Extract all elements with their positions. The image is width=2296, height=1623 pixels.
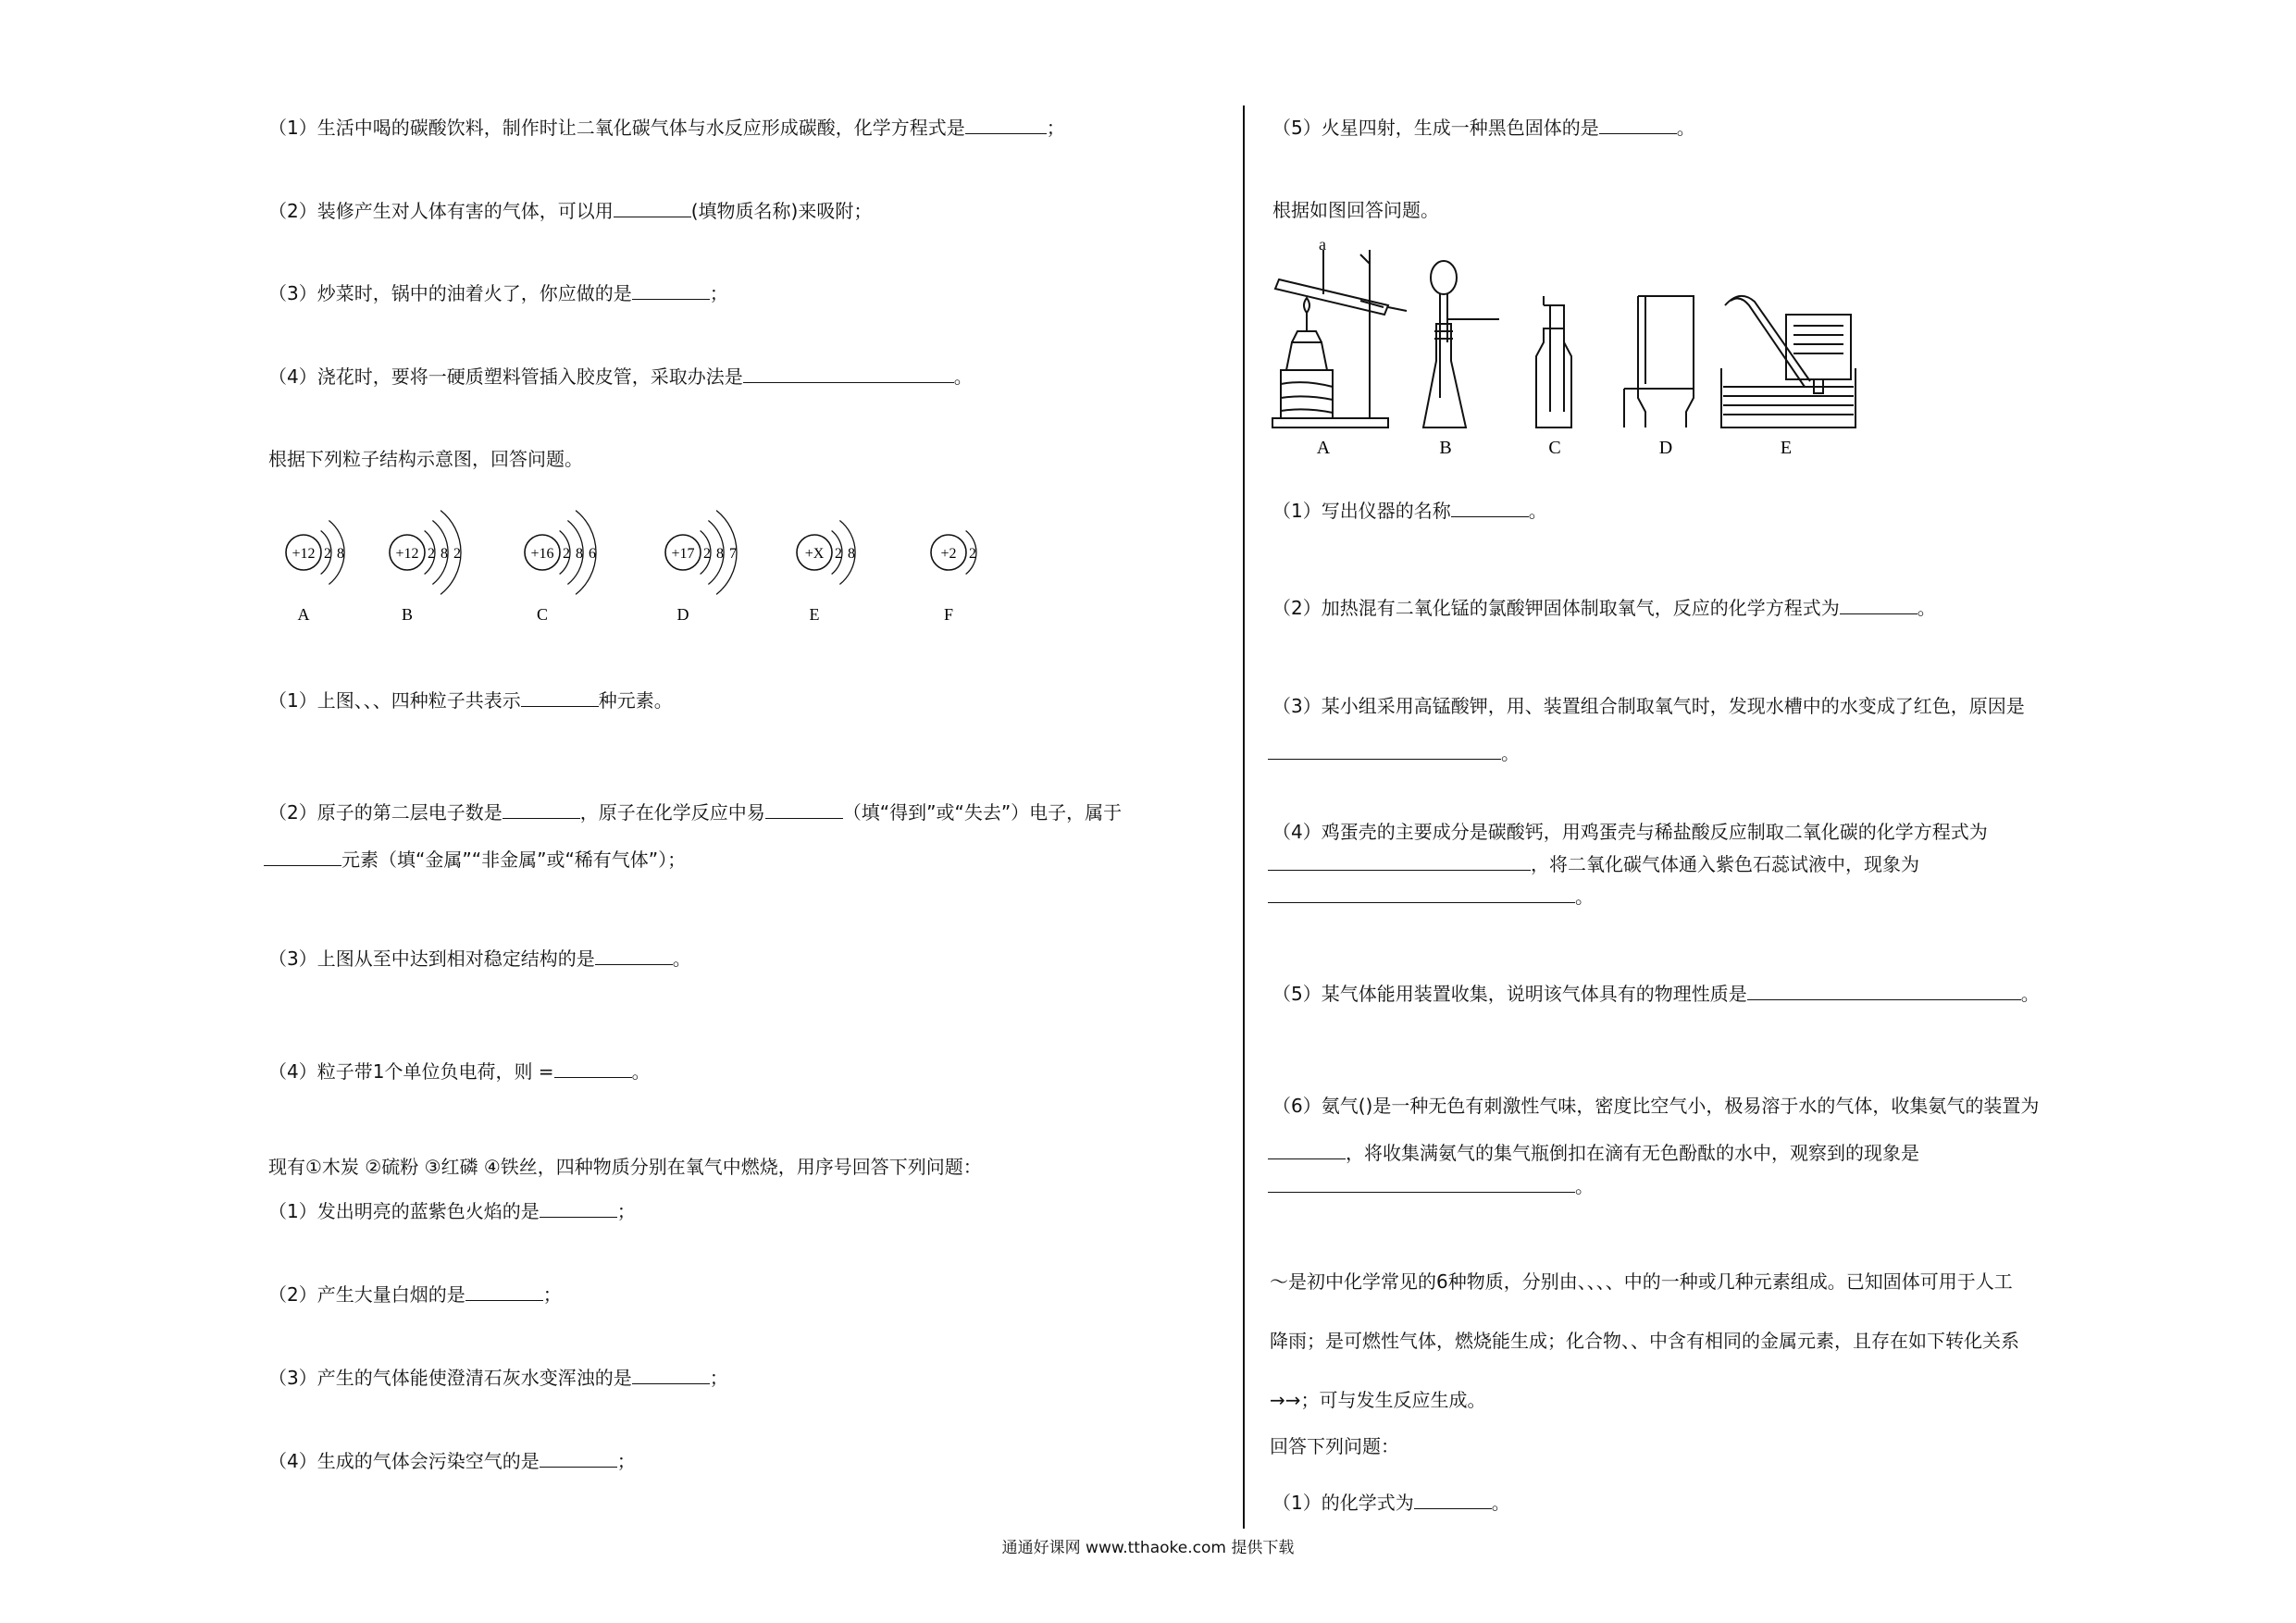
particles-group: [286, 511, 976, 624]
electron-count: 2: [703, 546, 711, 562]
apparatus-label-d: D: [1658, 438, 1673, 458]
question-oil-fire: （3）炒菜时，锅中的油着火了，你应做的是 ；: [268, 282, 728, 304]
question-text: （3）炒菜时，锅中的油着火了，你应做的是: [268, 282, 632, 304]
electron-count: 2: [563, 546, 570, 562]
answer-blank[interactable]: [554, 1059, 632, 1078]
question-text: （3）产生的气体能使澄清石灰水变浑浊的是: [268, 1367, 632, 1389]
particle-section-intro: 根据下列粒子结构示意图，回答问题。: [268, 448, 583, 470]
electron-count: 7: [729, 546, 737, 562]
inference-line-2: 降雨；是可燃性气体，燃烧能生成；化合物、、中含有相同的金属元素，且存在如下转化关系: [1270, 1330, 2019, 1352]
question-text: 种元素。: [598, 689, 673, 712]
question-text: （1）写出仪器的名称: [1272, 500, 1451, 522]
apparatus-section-intro: 根据如图回答问题。: [1272, 199, 1439, 221]
apparatus-q3: [1272, 694, 2025, 718]
apparatus-e: [1721, 296, 1855, 427]
page-footer: 通通好课网 www.tthaoke.com 提供下载: [1001, 1539, 1295, 1557]
lab-apparatus-diagram: [1268, 231, 1860, 458]
question-text: （2）产生大量白烟的是: [268, 1283, 465, 1306]
electron-count: 8: [716, 546, 724, 562]
particle-q3: （3）上图从至中达到相对稳定结构的是 。: [268, 948, 691, 970]
answer-blank[interactable]: [1268, 1140, 1346, 1159]
particle-q2: [268, 799, 1122, 824]
question-text: （2）装修产生对人体有害的气体，可以用: [268, 200, 614, 222]
particle-diagram-d: [665, 511, 737, 624]
particle-label: D: [676, 605, 689, 624]
question-text: （5）火星四射，生成一种黑色固体的是: [1272, 117, 1599, 139]
nucleus-charge: +16: [530, 546, 554, 562]
answer-blank[interactable]: [465, 1282, 543, 1301]
inference-q1: （1）的化学式为 。: [1272, 1492, 1510, 1514]
apparatus-q4-cont2: 。: [1268, 884, 1594, 909]
question-text: （1）生活中喝的碳酸饮料，制作时让二氧化碳气体与水反应形成碳酸，化学方程式是: [268, 117, 965, 139]
apparatus-label-group: [1317, 438, 1792, 458]
question-text: （3）某小组采用高锰酸钾，用、装置组合制取氧气时，发现水槽中的水变成了红色，原因是: [1272, 695, 2025, 717]
electron-count: 6: [589, 546, 596, 562]
apparatus-d: [1624, 296, 1694, 427]
question-text: （6）氨气()是一种无色有刺激性气味，密度比空气小，极易溶于水的气体，收集氨气的装置为: [1272, 1095, 2040, 1117]
apparatus-q4-cont: [1268, 851, 1919, 876]
question-text: （1）的化学式为: [1272, 1492, 1414, 1514]
answer-blank[interactable]: [1268, 851, 1531, 871]
question-text: （4）粒子带1个单位负电荷，则 =: [268, 1060, 554, 1083]
particle-q4: （4）粒子带1个单位负电荷，则 = 。: [268, 1060, 651, 1083]
combustion-q3: （3）产生的气体能使澄清石灰水变浑浊的是 ；: [268, 1367, 728, 1389]
electron-count: 8: [441, 546, 448, 562]
nucleus-charge: +12: [292, 546, 316, 562]
particle-structure-diagrams: [259, 504, 1018, 634]
particle-label: F: [943, 605, 954, 624]
particle-q2-cont: [264, 847, 686, 872]
apparatus-q5: （5）某气体能用装置收集，说明该气体具有的物理性质是 。: [1272, 983, 2040, 1005]
nucleus-charge: +17: [671, 546, 695, 562]
particle-diagram-b: [390, 511, 461, 624]
answer-blank[interactable]: [264, 847, 341, 866]
combustion-q2: （2）产生大量白烟的是 ；: [268, 1283, 562, 1306]
apparatus-a: [1272, 250, 1407, 427]
question-text: （4）生成的气体会污染空气的是: [268, 1450, 540, 1472]
answer-blank[interactable]: [595, 946, 673, 965]
apparatus-label-a-lower: a: [1319, 235, 1326, 254]
question-text: 元素（填“金属”“非金属”或“稀有气体”）；: [341, 849, 687, 871]
answer-blank[interactable]: [1840, 595, 1917, 614]
answer-blank[interactable]: [1268, 1173, 1575, 1193]
question-text: （2）原子的第二层电子数是: [268, 801, 503, 824]
particle-diagram-a: [286, 521, 344, 625]
particle-q1: [268, 688, 673, 712]
question-text: （3）上图从至中达到相对稳定结构的是: [268, 948, 595, 970]
answer-blank[interactable]: [965, 115, 1047, 134]
particle-diagram-c: [525, 511, 596, 624]
combustion-q1: （1）发出明亮的蓝紫色火焰的是 ；: [268, 1200, 636, 1222]
question-text: ，原子在化学反应中易: [579, 801, 765, 824]
electron-count: 8: [337, 546, 344, 562]
particle-label: E: [809, 605, 820, 624]
question-text: （5）某气体能用装置收集，说明该气体具有的物理性质是: [1272, 983, 1747, 1005]
apparatus-q6-cont: [1268, 1140, 1919, 1165]
inference-line-3: →→；可与发生反应生成。: [1270, 1389, 1486, 1411]
question-harmful-gas: [268, 198, 872, 223]
particle-diagram-f: [931, 531, 976, 625]
nucleus-charge: +12: [395, 546, 419, 562]
answer-blank[interactable]: [632, 1365, 710, 1384]
answer-blank[interactable]: [614, 198, 691, 217]
particle-label: C: [536, 605, 549, 624]
nucleus-charge: +X: [804, 546, 825, 562]
question-text: （2）加热混有二氧化锰的氯酸钾固体制取氧气，反应的化学方程式为: [1272, 597, 1840, 619]
apparatus-q6-cont2: 。: [1268, 1173, 1594, 1198]
apparatus-label-b: B: [1439, 438, 1452, 458]
answer-blank[interactable]: [540, 1448, 617, 1468]
apparatus-q4: [1272, 820, 1988, 844]
answer-blank[interactable]: [1451, 498, 1529, 517]
electron-count: 2: [969, 546, 976, 562]
question-text: ，将收集满氨气的集气瓶倒扣在滴有无色酚酞的水中，观察到的现象是: [1346, 1142, 1919, 1164]
question-text: （4）浇花时，要将一硬质塑料管插入胶皮管，采取办法是: [268, 365, 743, 388]
answer-blank[interactable]: [1268, 884, 1575, 903]
question-text: （4）鸡蛋壳的主要成分是碳酸钙，用鸡蛋壳与稀盐酸反应制取二氧化碳的化学方程式为: [1272, 821, 1988, 843]
question-plastic-tube: （4）浇花时，要将一硬质塑料管插入胶皮管，采取办法是 。: [268, 365, 973, 388]
answer-blank[interactable]: [521, 688, 599, 707]
apparatus-label-e: E: [1780, 438, 1793, 458]
particle-label: B: [401, 605, 414, 624]
apparatus-q2: （2）加热混有二氧化锰的氯酸钾固体制取氧气，反应的化学方程式为 。: [1272, 597, 1936, 619]
apparatus-q1: （1）写出仪器的名称 。: [1272, 500, 1547, 522]
inference-line-4: 回答下列问题：: [1270, 1435, 1399, 1457]
apparatus-q3-cont: 。: [1268, 740, 1520, 765]
apparatus-label-c: C: [1548, 438, 1561, 458]
column-divider: [1243, 105, 1245, 1529]
question-text: （1）上图、、、四种粒子共表示: [268, 689, 521, 712]
answer-blank[interactable]: [743, 364, 954, 383]
answer-blank[interactable]: [1599, 115, 1677, 134]
answer-blank[interactable]: [540, 1198, 617, 1218]
inference-line-1: ～是初中化学常见的6种物质，分别由、、、、中的一种或几种元素组成。已知固体可用于人工: [1270, 1270, 2013, 1293]
particle-label: A: [297, 605, 310, 624]
electron-count: 8: [576, 546, 583, 562]
apparatus-b: [1423, 261, 1499, 427]
combustion-section-intro: 现有①木炭 ②硫粉 ③红磷 ④铁丝，四种物质分别在氧气中燃烧，用序号回答下列问题：: [268, 1156, 982, 1178]
answer-blank[interactable]: [632, 280, 710, 300]
answer-blank[interactable]: [1268, 740, 1501, 760]
nucleus-charge: +2: [940, 546, 957, 562]
question-carbonated-drink: （1）生活中喝的碳酸饮料，制作时让二氧化碳气体与水反应形成碳酸，化学方程式是 ；: [268, 117, 1065, 139]
answer-blank[interactable]: [1747, 981, 2021, 1000]
question-text: (填物质名称)来吸附；: [690, 200, 873, 222]
question-text: ，将二氧化碳气体通入紫色石蕊试液中，现象为: [1531, 853, 1919, 875]
question-text: （填“得到”或“失去”）电子，属于: [842, 801, 1123, 824]
question-text: （1）发出明亮的蓝紫色火焰的是: [268, 1200, 540, 1222]
electron-count: 2: [453, 546, 461, 562]
apparatus-q6: [1272, 1094, 2039, 1118]
apparatus-c: [1536, 296, 1571, 427]
answer-blank[interactable]: [765, 799, 843, 819]
electron-count: 2: [324, 546, 331, 562]
electron-count: 8: [848, 546, 855, 562]
electron-count: 2: [835, 546, 842, 562]
answer-blank[interactable]: [503, 799, 580, 819]
apparatus-label-a: A: [1316, 438, 1331, 458]
combustion-q4: （4）生成的气体会污染空气的是 ；: [268, 1450, 636, 1472]
electron-count: 2: [428, 546, 435, 562]
particle-diagram-e: [797, 521, 855, 625]
answer-blank[interactable]: [1414, 1490, 1492, 1509]
combustion-q5: （5）火星四射，生成一种黑色固体的是 。: [1272, 117, 1695, 139]
